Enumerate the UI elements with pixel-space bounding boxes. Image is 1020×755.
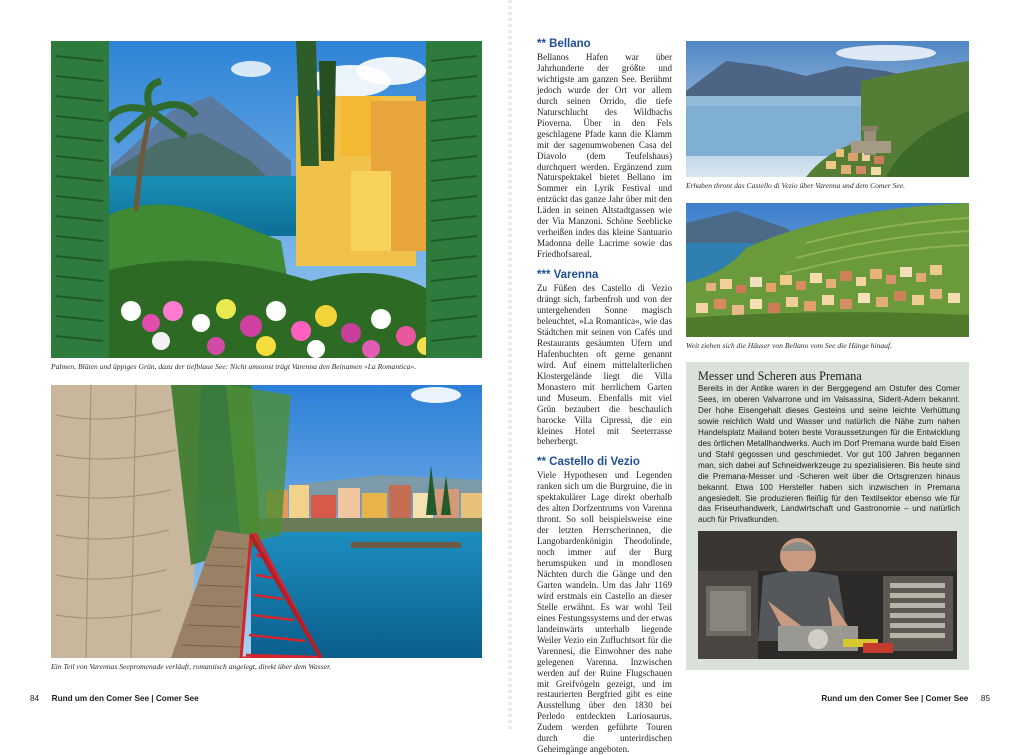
lakeside-promenade-icon xyxy=(51,385,482,658)
info-box-title: Messer und Scheren aus Premana xyxy=(698,369,862,383)
running-head-right: Rund um den Comer See | Comer See xyxy=(821,694,969,703)
window-view-varenna-icon xyxy=(51,41,482,358)
caption-bellano: Weit ziehen sich die Häuser von Bellano vom See die Hänge hinauf. xyxy=(686,341,892,350)
lakeside-promenade-photo xyxy=(51,385,482,658)
caption-window-view: Palmen, Blüten und üppiges Grün, dazu der tiefblaue See: Nicht umsonst trägt Varenna den Beinamen »La Romantica«. xyxy=(51,362,417,371)
footer-right xyxy=(821,694,990,703)
text-bellano: Bellanos Hafen war über Jahrhunderte der größte und wichtigste am ganzen See. Berühmt jedoch wurde der Ort vor allem durch seinen Orrido, die tiefe Naturschlucht des Wildbachs Pioverna. Über in den Fels geschlagene Pfade kann die Klamm mit der sagenumwobenen Casa del Diavolo (dem Teufelshaus) durchquert werden. Ergänzend zum Naturspektakel bietet Bellano im Sommer ein Lyrik Festival und entzückt das ganze Jahr über mit den Läden in seinen Altstadtgassen wie der Via Manzoni. Schöne Seeblicke verheißen indes das kleine Santuario Madonna delle Lacrime sowie das Friedhofsareal. xyxy=(537,52,672,260)
knife-grinder-icon xyxy=(698,531,957,659)
bellano-hillside-photo xyxy=(686,203,969,337)
castello-di-vezio-icon xyxy=(686,41,969,177)
caption-promenade: Ein Teil von Varennas Seepromenade verläuft, romantisch angelegt, direkt über dem Wasser. xyxy=(51,662,332,671)
caption-castello: Erhaben thront das Castello di Vezio über Varenna und dem Comer See. xyxy=(686,181,906,190)
running-head-left: Rund um den Comer See | Comer See xyxy=(51,694,199,703)
footer-left xyxy=(30,694,199,703)
heading-bellano: ** Bellano xyxy=(537,38,591,50)
knife-grinder-photo xyxy=(698,531,957,659)
page-number-right: 85 xyxy=(980,694,990,703)
info-box-text: Bereits in der Antike waren in der Berggegend am Ostufer des Comer Sees, im oberen Valvarrone und im Valsassina, Siderit-Adern bekannt. Der hohe Eisengehalt dieses Gesteins und seine leichte Verhüttung sowie reichlich Wald und Wasser und natürlich die Nähe zum nahen Handelsplatz Mailand boten beste Voraussetzungen für die Entwicklung des örtlichen Metallhandwerks. Auch im Dorf Premana wurde bald Eisen und Stahl gegossen und geschmiedet. Vor gut 100 Jahren begannen man, sich dabei auf Schneidwerkzeuge zu spezialisieren. Bis heute sind die Premana-Messer und -Scheren weit über die Ortsgrenzen hinaus bekannt. Etwa 100 Hersteller haben sich inzwischen in Premana angesiedelt. Sie produzieren fleißig für den Textilsektor ebenso wie für das Friseurhandwerk, Landwirtschaft und Gastronomie – und natürlich auch für Privatkunden. xyxy=(698,384,960,525)
text-varenna: Zu Füßen des Castello di Vezio drängt sich, farbenfroh und von der untergehenden Sonne magisch beleuchtet, »La Romantica«, wie das Städtchen mit seinen von Cafés und Restaurants gesäumten Ufern und Hafenbuchten oft gerne genannt wird. Auf einem mittelalterlichen Klostergelände liegt die Villa Monastero mit herrlichem Garten und Museum. Ebenfalls mit viel Grün bezaubert die beschaulich barocke Villa Cipressi, die ein kleines Hotel mit Seeterrasse beherbergt. xyxy=(537,283,672,447)
window-view-varenna-photo xyxy=(51,41,482,358)
heading-varenna: *** Varenna xyxy=(537,269,599,282)
bellano-hillside-icon xyxy=(686,203,969,337)
page-number-left: 84 xyxy=(30,694,40,703)
heading-castello: ** Castello di Vezio xyxy=(537,456,640,469)
castello-di-vezio-photo xyxy=(686,41,969,177)
text-castello: Viele Hypothesen und Legenden ranken sich um die Burgruine, die in spektakulärer Lage direkt oberhalb des alten Dorfzentrums von Varenna thront. So soll beispielsweise eine der letzten Herrscherinnen, die Langobardenkönigin Theodolinde, noch immer auf der Burg herumspuken und in mondlosen Nächten durch die Gänge und den Garten wandeln. Um das Jahr 1169 wird erstmals ein Castello an dieser Stelle erwähnt. Es war wohl Teil eines Festungssystems und der etwas landeinwärts unterhalb liegende Weiler Vezio ein Zufluchtsort für die Varennesi, die Einwohner des nahe gelegenen Varenna. Inzwischen werden auf der Ruine Flugschauen mit Greifvögeln gezeigt, und im restaurierten Bergfried gibt es eine Ausstellung über den 1830 bei Perledo entdeckten Lariosaurus. Zudem werden geführte Touren durch die unterirdischen Geheimgänge angeboten. xyxy=(537,470,672,755)
